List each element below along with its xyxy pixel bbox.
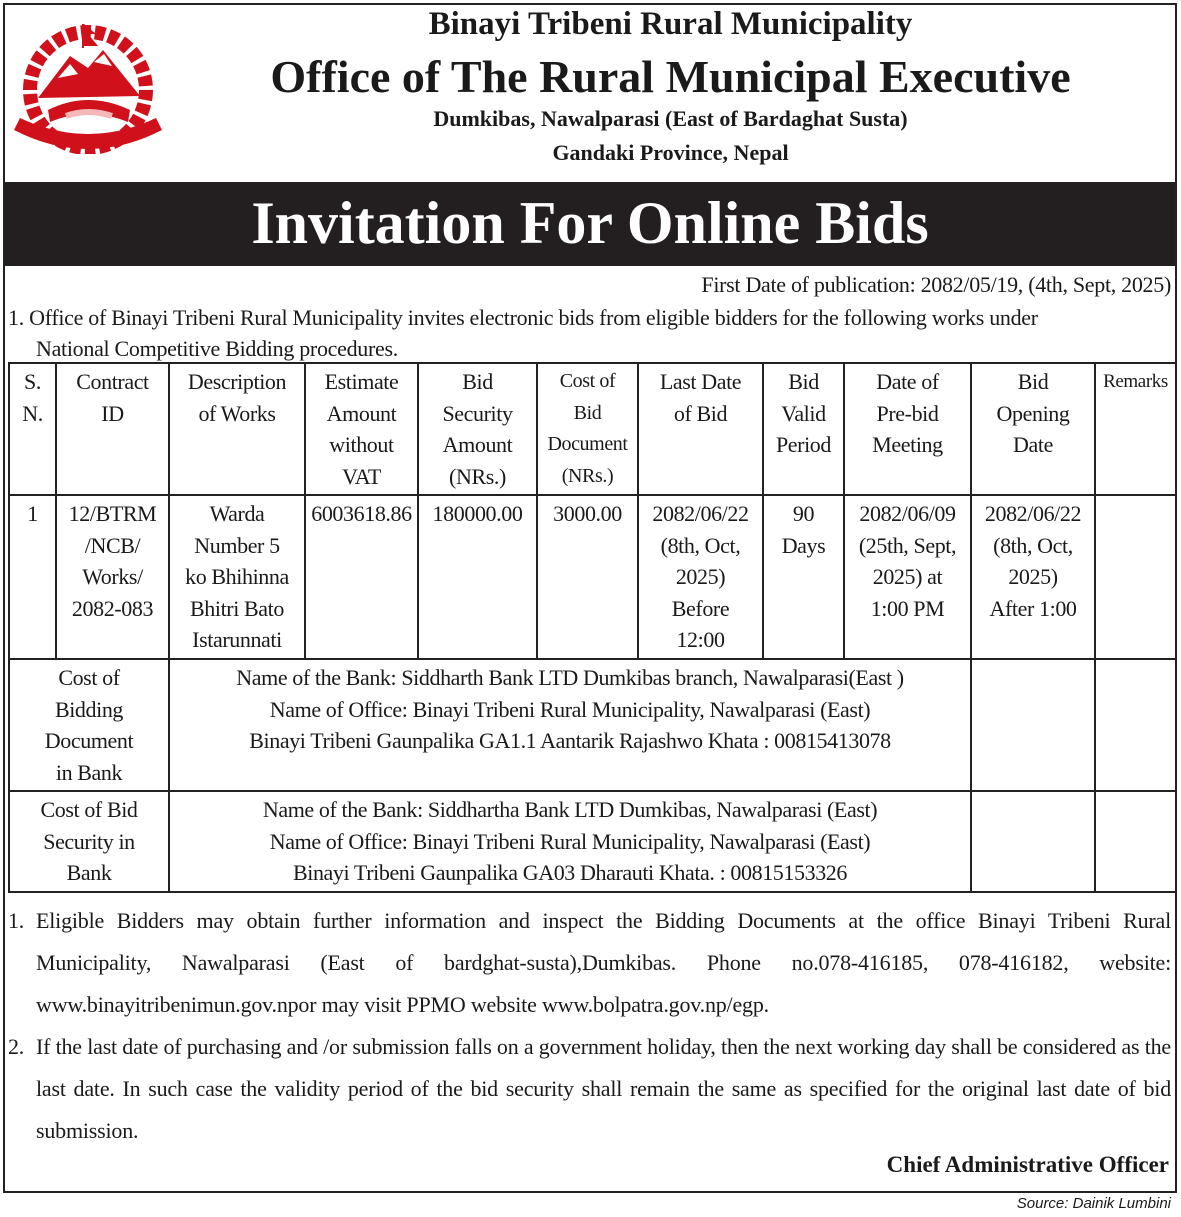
intro-line: 1. Office of Binayi Tribeni Rural Municipality invites electronic bids from eligible bidders for the following works under — [8, 305, 1038, 330]
bids-table — [8, 362, 1177, 893]
cell-estimate: 6003618.86 — [305, 495, 418, 659]
header-cell: Description of Works — [169, 363, 305, 495]
note-text: If the last date of purchasing and /or submission falls on a government holiday, then the next working day shall be considered as the last date. In such case the validity period of the bid security shall remain the same as specified for the original last date of bid submission. — [36, 1034, 1171, 1143]
office-province: Gandaki Province, Nepal — [552, 140, 789, 165]
empty-cell — [1095, 659, 1176, 791]
header-cell: Contract ID — [56, 363, 169, 495]
cell-last-date: 2082/06/22 (8th, Oct, 2025) Before 12:00 — [638, 495, 763, 659]
header-cell: Bid Valid Period — [763, 363, 844, 495]
note-number: 1. — [8, 908, 25, 933]
bank-label: Cost of Bidding Document in Bank — [9, 659, 169, 791]
note-text: Eligible Bidders may obtain further information and inspect the Bidding Documents at the office Binayi Tribeni Rural Municipality, Nawalparasi (East of bardghat-susta),Dumkibas. Phone no.078-416185, 078-416182, website: www.binayitribenimun.gov.npor may visit PPMO website www.bolpatra.gov.np/egp. — [36, 908, 1171, 1017]
cell-bid-security: 180000.00 — [418, 495, 537, 659]
empty-cell — [971, 791, 1095, 892]
bank-row-security — [9, 791, 1176, 892]
cell-opening: 2082/06/22 (8th, Oct, 2025) After 1:00 — [971, 495, 1095, 659]
empty-cell — [971, 659, 1095, 791]
office-name: Office of The Rural Municipal Executive — [270, 51, 1071, 102]
cell-sn: 1 — [9, 495, 56, 659]
note-number: 2. — [8, 1034, 25, 1059]
intro-paragraph — [8, 302, 1173, 364]
bank-details: Name of the Bank: Siddhartha Bank LTD Dumkibas, Nawalparasi (East) Name of Office: Binayi Tribeni Rural Municipality, Nawalparasi (East) Binayi Tribeni Gaunpalika GA03 Dharauti Khata. : 00815153326 — [169, 791, 971, 892]
header-cell: Remarks — [1095, 363, 1176, 495]
header-cell: Last Date of Bid — [638, 363, 763, 495]
header-cell: Date of Pre-bid Meeting — [844, 363, 971, 495]
note-item — [8, 1026, 1171, 1152]
cell-contract-id: 12/BTRM /NCB/ Works/ 2082-083 — [56, 495, 169, 659]
source-credit: Source: Dainik Lumbini — [1016, 1195, 1171, 1212]
signatory: Chief Administrative Officer — [886, 1152, 1169, 1177]
header-cell: Cost of Bid Document (NRs.) — [537, 363, 638, 495]
table-row — [9, 495, 1176, 659]
header-cell: Bid Opening Date — [971, 363, 1095, 495]
cell-prebid: 2082/06/09 (25th, Sept, 2025) at 1:00 PM — [844, 495, 971, 659]
cell-description: Warda Number 5 ko Bhihinna Bhitri Bato Istarunnati — [169, 495, 305, 659]
municipality-name: Binayi Tribeni Rural Municipality — [428, 6, 913, 42]
note-item — [8, 900, 1171, 1026]
header-cell: Bid Security Amount (NRs.) — [418, 363, 537, 495]
notice-title: Invitation For Online Bids — [5, 182, 1175, 266]
office-address: Dumkibas, Nawalparasi (East of Bardaghat Susta) — [433, 106, 908, 131]
intro-line: National Competitive Bidding procedures. — [36, 336, 398, 361]
header-cell: Estimate Amount without VAT — [305, 363, 418, 495]
cell-doc-cost: 3000.00 — [537, 495, 638, 659]
cell-remarks — [1095, 495, 1176, 659]
empty-cell — [1095, 791, 1176, 892]
bank-details: Name of the Bank: Siddharth Bank LTD Dumkibas branch, Nawalparasi(East ) Name of Office: Binayi Tribeni Rural Municipality, Nawalparasi (East) Binayi Tribeni Gaunpalika GA1.1 Aantarik Rajashwo Khata : 00815413078 — [169, 659, 971, 791]
publication-date: First Date of publication: 2082/05/19, (4th, Sept, 2025) — [701, 272, 1171, 297]
header-cell: S. N. — [9, 363, 56, 495]
notes — [8, 900, 1171, 1152]
bank-row-document — [9, 659, 1176, 791]
bank-label: Cost of Bid Security in Bank — [9, 791, 169, 892]
cell-valid-period: 90 Days — [763, 495, 844, 659]
table-header-row — [9, 363, 1176, 495]
nepal-emblem-logo — [8, 18, 168, 154]
